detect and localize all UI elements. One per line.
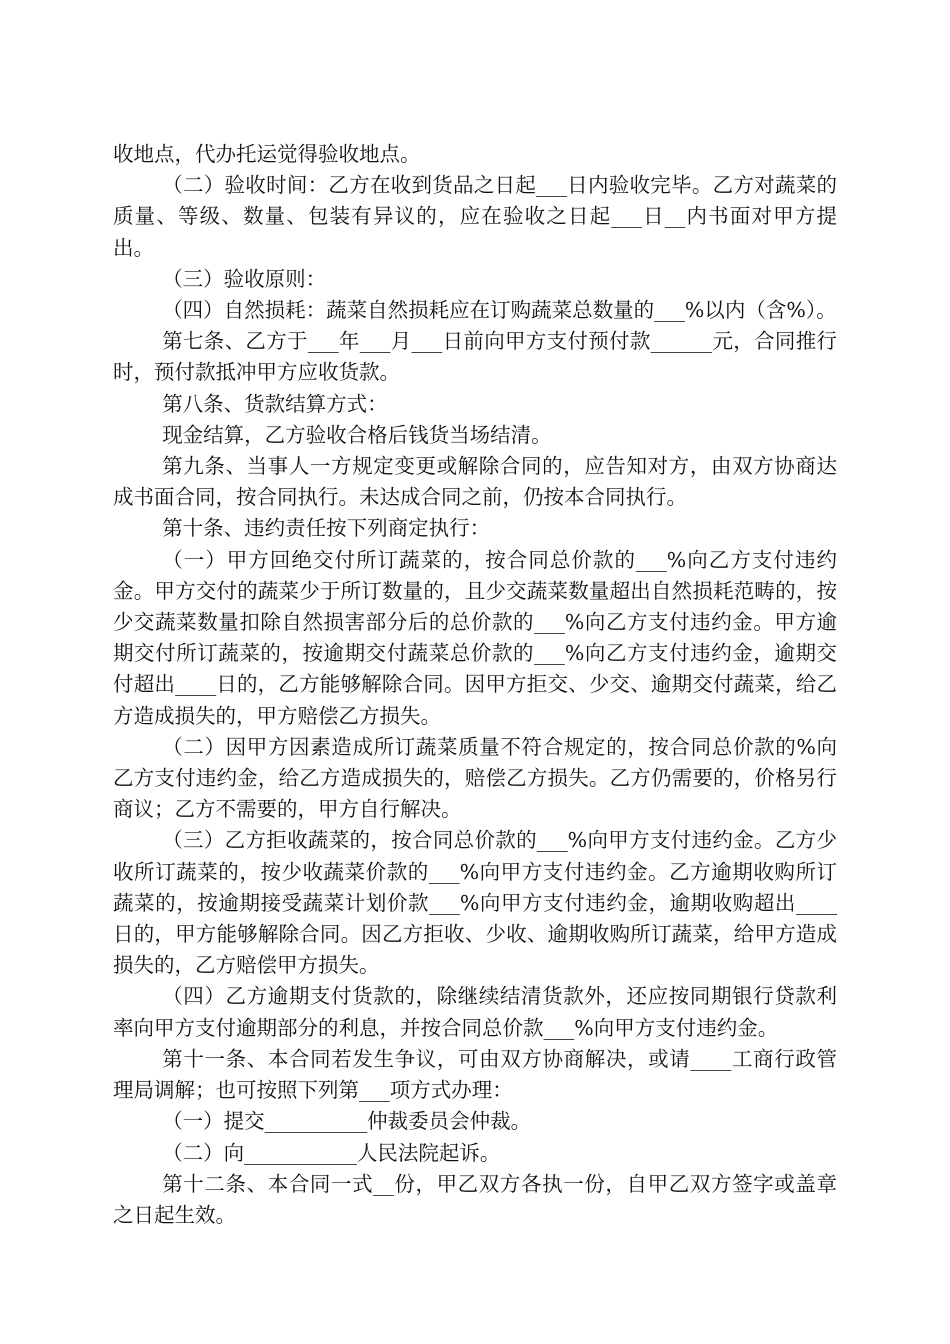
paragraph-4: （四）自然损耗：蔬菜自然损耗应在订购蔬菜总数量的___%以内（含%）。: [162, 298, 837, 323]
paragraph-10: （一）甲方回绝交付所订蔬菜的，按合同总价款的___%向乙方支付违约金。甲方交付的蔬菜少于所订数量的，且少交蔬菜数量超出自然损耗范畴的，按少交蔬菜数量扣除自然损害部分后的总价款的___%向乙方支付违约金。甲方逾期交付所订蔬菜的，按逾期交付蔬菜总价款的___%向乙方支付违约金，逾期交付超出____日的，乙方能够解除合同。因甲方拒交、少交、逾期交付蔬菜，给乙方造成损失的，甲方赔偿乙方损失。: [113, 547, 837, 728]
paragraph-8: 第九条、当事人一方规定变更或解除合同的，应告知对方，由双方协商达成书面合同，按合同执行。未达成合同之前，仍按本合同执行。: [113, 454, 837, 510]
paragraph-2: （二）验收时间：乙方在收到货品之日起___日内验收完毕。乙方对蔬菜的质量、等级、数量、包装有异议的，应在验收之日起___日__内书面对甲方提出。: [113, 173, 837, 260]
paragraph-15: （一）提交__________仲裁委员会仲裁。: [162, 1109, 532, 1134]
paragraph-3: （三）验收原则：: [162, 266, 327, 291]
paragraph-1: 收地点，代办托运觉得验收地点。: [113, 142, 421, 166]
paragraph-17: 第十二条、本合同一式__份，甲乙双方各执一份，自甲乙双方签字或盖章之日起生效。: [113, 1171, 837, 1227]
paragraph-16: （二）向___________人民法院起诉。: [162, 1140, 501, 1165]
paragraph-13: （四）乙方逾期支付货款的，除继续结清货款外，还应按同期银行贷款利率向甲方支付逾期部分的利息，并按合同总价款___%向甲方支付违约金。: [113, 984, 837, 1040]
document-body: [113, 139, 837, 1231]
paragraph-11: （二）因甲方因素造成所订蔬菜质量不符合规定的，按合同总价款的%向乙方支付违约金，给乙方造成损失的，赔偿乙方损失。乙方仍需要的，价格另行商议；乙方不需要的，甲方自行解决。: [113, 734, 837, 822]
paragraph-14: 第十一条、本合同若发生争议，可由双方协商解决，或请____工商行政管理局调解；也可按照下列第___项方式办理：: [113, 1046, 837, 1103]
paragraph-12: （三）乙方拒收蔬菜的，按合同总价款的___%向甲方支付违约金。乙方少收所订蔬菜的，按少收蔬菜价款的___%向甲方支付违约金。乙方逾期收购所订蔬菜的，按逾期接受蔬菜计划价款___%向甲方支付违约金，逾期收购超出____日的，甲方能够解除合同。因乙方拒收、少收、逾期收购所订蔬菜，给甲方造成损失的，乙方赔偿甲方损失。: [113, 828, 837, 978]
paragraph-9: 第十条、违约责任按下列商定执行：: [162, 516, 491, 541]
paragraph-7: 现金结算，乙方验收合格后钱货当场结清。: [162, 422, 552, 447]
paragraph-6: 第八条、货款结算方式：: [162, 391, 388, 416]
paragraph-5: 第七条、乙方于___年___月___日前向甲方支付预付款______元，合同推行时，预付款抵冲甲方应收货款。: [113, 329, 837, 385]
